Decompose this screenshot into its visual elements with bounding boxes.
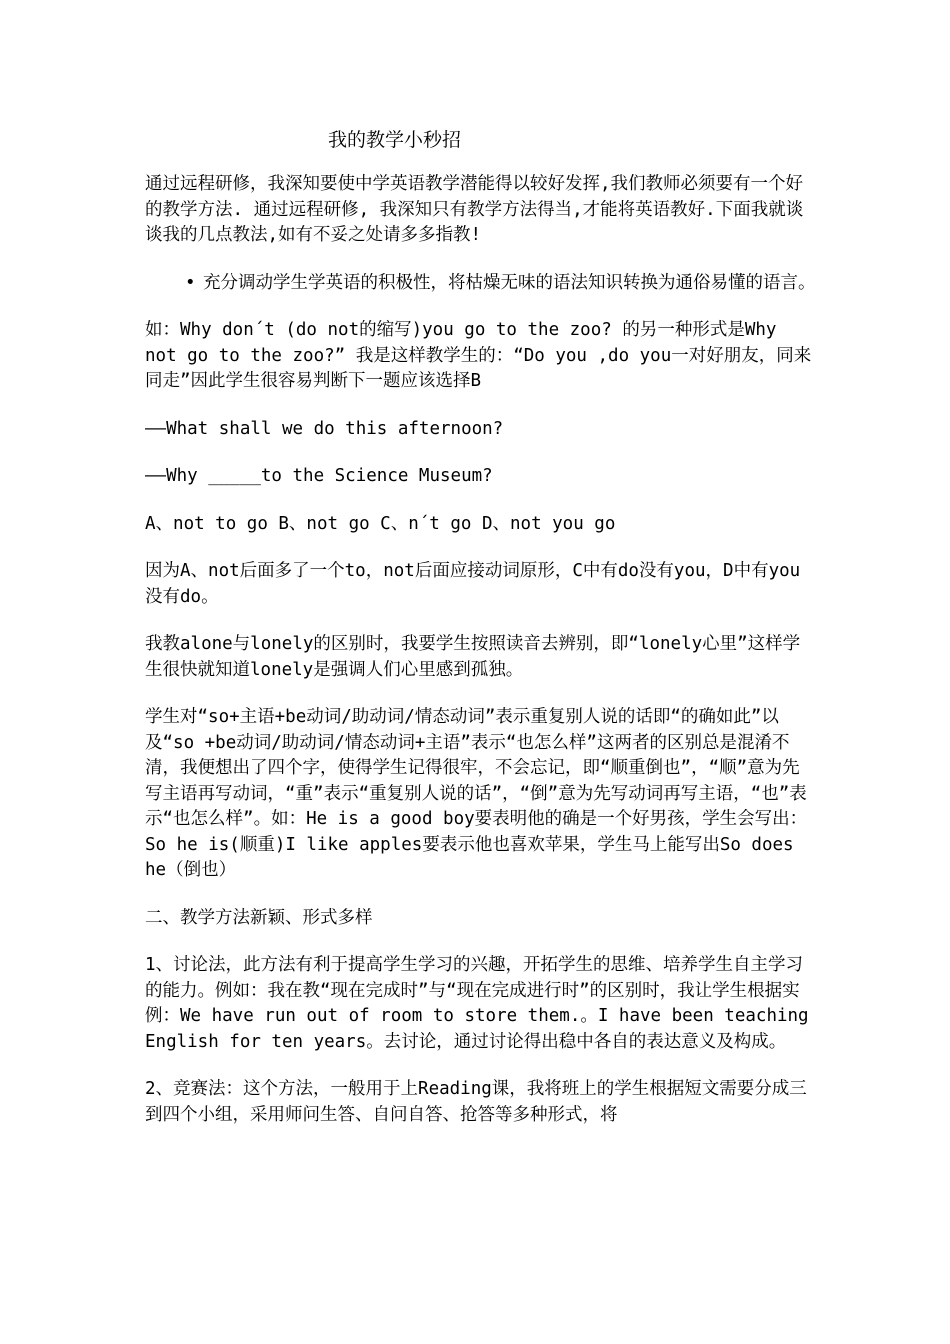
document-title: 我的教学小秒招 [328,129,462,151]
explanation-paragraph: 因为A、not后面多了一个to，not后面应接动词原形，C中有do没有you，D中有you没有do。 [145,561,801,607]
bullet-text: 充分调动学生学英语的积极性，将枯燥无味的语法知识转换为通俗易懂的语言。 [203,272,816,293]
example-paragraph: 如：Why don´t (do not的缩写)you go to the zoo? 的另一种形式是Why not go to the zoo?” 我是这样教学生的：“Do you ,do you一对好朋友，同来同走”因此学生很容易判断下一题应该选择B [145,320,812,391]
document-body [145,172,817,1150]
section-heading-2: 二、教学方法新颖、形式多样 [145,907,373,928]
answer-options: A、not to go B、not go C、n´t go D、not you go [145,513,616,534]
alone-lonely-paragraph: 我教alone与lonely的区别时，我要学生按照读音去辨别，即“lonely心里”这样学生很快就知道lonely是强调人们心里感到孤独。 [145,634,801,680]
dialog-line-1: ——What shall we do this afternoon? [145,418,504,439]
intro-paragraph: 通过远程研修，我深知要使中学英语教学潜能得以较好发挥,我们教师必须要有一个好的教学方法. 通过远程研修, 我深知只有教学方法得当,才能将英语教好.下面我就谈谈我的几点教法,如有不妥之处请多多指教! [145,174,804,245]
method-competition-paragraph: 2、竞赛法：这个方法，一般用于上Reading课，我将班上的学生根据短文需要分成三到四个小组，采用师问生答、自问自答、抢答等多种形式，将 [145,1079,807,1125]
so-pattern-paragraph: 学生对“so+主语+be动词/助动词/情态动词”表示重复别人说的话即“的确如此”以及“so +be动词/助动词/情态动词+主语”表示“也怎么样”这两者的区别总是混淆不清，我便想出了四个字，使得学生记得很牢，不会忘记，即“顺重倒也”，“顺”意为先写主语再写动词，“重”表示“重复别人说的话”，“倒”意为先写动词再写主语，“也”表示“也怎么样”。如：He is a good boy要表明他的确是一个好男孩，学生会写出：So he is(顺重)I like apples要表示他也喜欢苹果，学生马上能写出So does he（倒也） [145,707,808,880]
dialog-line-2: ——Why _____to the Science Museum? [145,466,493,486]
bullet-dot-icon: • [185,272,196,293]
bullet-item [145,271,817,297]
method-discussion-paragraph: 1、讨论法，此方法有利于提高学生学习的兴趣，开拓学生的思维、培养学生自主学习的能力。例如：我在教“现在完成时”与“现在完成进行时”的区别时，我让学生根据实例：We have run out of room to store them.。I have been teaching English for ten years。去讨论，通过讨论得出稳中各自的表达意义及构成。 [145,955,809,1052]
